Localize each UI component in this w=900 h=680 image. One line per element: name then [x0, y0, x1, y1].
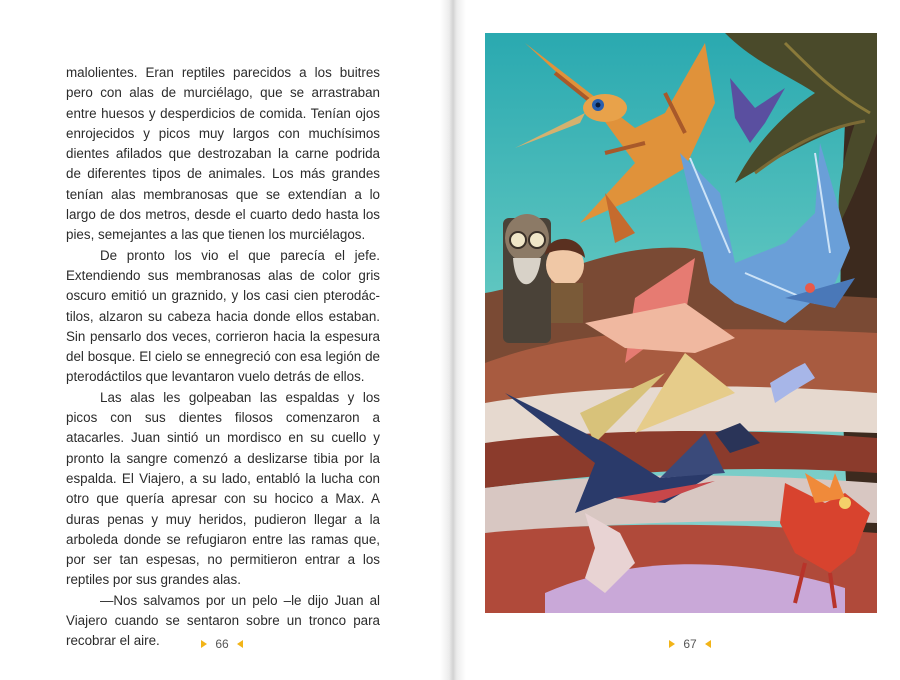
- left-page: [0, 0, 446, 680]
- page-text: [66, 63, 380, 652]
- paragraph: malolientes. Eran reptiles parecidos a los buitres pero con alas de murciélago, que se arrastraban entre huesos y desperdicios de comida. Tenían ojos enrojecidos y picos muy largos con muchísimos dientes afilados que destrozaban la carne podrida de diferentes tipos de animales. Los más grandes tenían alas membranosas que se extendían a lo largo de dos metros, desde el cuarto dedo hasta los pies, semejantes a las que tienen los murciélagos.: [66, 65, 380, 243]
- folio-arrow-right-icon: [669, 640, 675, 648]
- pterodactyl-illustration: [485, 33, 877, 613]
- page-number: 67: [683, 637, 697, 651]
- page-number-right: [650, 634, 730, 654]
- paragraph: Las alas les golpeaban las espaldas y los picos con sus dientes filosos comenzaron a atacarles. Juan sintió un mordisco en su cuello y pronto la sangre comenzó a deslizarse tibia por la espalda. El Viajero, a su lado, entabló la lucha con otro que quería apresar con su hocico a Max. A duras penas y muy heridos, pudieron llegar a la arboleda donde se refugiaron entre las ramas que, por ser tan espesas, no permitieron entrar a los reptiles por sus grandes alas.: [66, 389, 380, 588]
- page-number-left: [182, 634, 262, 654]
- book-gutter: [440, 0, 466, 680]
- paragraph: De pronto los vio el que parecía el jefe. Extendiendo sus membranosas alas de color gris oscuro emitió un graznido, y los casi cien pterodáctilos, alzaron su cabeza hacia donde ellos estaban. Sin pensarlo dos veces, corrieron hacia la espesura del bosque. El cielo se ennegreció con esa legión de pterodáctilos que levantaron vuelo detrás de ellos.: [66, 247, 380, 385]
- folio-arrow-left-icon: [705, 640, 711, 648]
- folio-arrow-right-icon: [201, 640, 207, 648]
- illustration-art: [485, 33, 877, 613]
- folio-arrow-left-icon: [237, 640, 243, 648]
- right-page: [460, 0, 900, 680]
- page-number: 66: [215, 637, 229, 651]
- paragraph: —Nos salvamos por un pelo –le dijo Juan al Viajero cuando se sentaron sobre un tronco para recobrar el aire.: [66, 592, 380, 649]
